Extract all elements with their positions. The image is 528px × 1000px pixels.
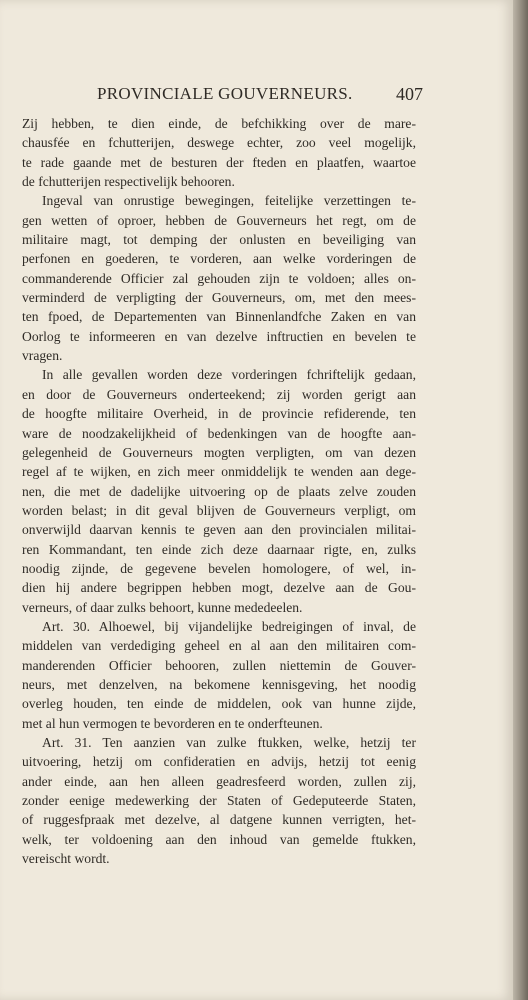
text-line: zonder eenige medewerking der Staten of Gedeputeerde Staten, bbox=[22, 793, 416, 809]
text-line: commanderende Officier zal gehouden zijn te voldoen; alles on- bbox=[22, 270, 416, 286]
text-line: Art. 31. Ten aanzien van zulke ftukken, welke, hetzij ter bbox=[42, 735, 416, 750]
page-edge bbox=[513, 0, 528, 1000]
text-line: chausfée en fchutterijen, deswege echter, zoo veel mogelijk, bbox=[22, 135, 416, 151]
text-line: onverwijld daarvan kennis te geven aan den provincialen militai- bbox=[22, 522, 416, 538]
text-line: In alle gevallen worden deze vorderingen fchriftelijk gedaan, bbox=[42, 367, 416, 383]
text-line: welk, ter voldoening aan den inhoud van gemelde ftukken, bbox=[22, 831, 416, 847]
text-line: ten fpoed, de Departementen van Binnenlandfche Zaken en van bbox=[22, 309, 416, 325]
text-line: vragen. bbox=[22, 348, 63, 364]
text-line: met al hun vermogen te bevorderen en te onderfteunen. bbox=[22, 715, 323, 731]
text-line: gelegenheid de Gouverneurs mogten verpligten, om van dezen bbox=[22, 444, 416, 460]
text-line: neurs, met denzelven, na bekomene kennisgeving, het noodig bbox=[22, 676, 416, 692]
text-line: manderenden Officier behooren, zullen niettemin de Gouver- bbox=[22, 657, 416, 673]
text-line: de hoogfte militaire Overheid, in de provincie refiderende, ten bbox=[22, 406, 416, 422]
text-line: vereischt wordt. bbox=[22, 851, 110, 867]
text-line: militaire magt, tot demping der onlusten en beveiliging van bbox=[22, 232, 416, 248]
text-line: noodig zijnde, de gegevene bevelen homologere, of wel, in- bbox=[22, 560, 416, 576]
running-head: PROVINCIALE GOUVERNEURS. bbox=[97, 84, 353, 103]
text-line: of ruggesfpraak met dezelve, al datgene kunnen verrigten, het- bbox=[22, 812, 416, 828]
text-line: verminderd de verpligting der Gouverneurs, om, met den mees- bbox=[22, 290, 416, 306]
text-line: Oorlog te informeeren en van dezelve inftructien en bevelen te bbox=[22, 328, 416, 344]
text-line: regel af te wijken, en zich meer onmiddelijk te wenden aan dege- bbox=[22, 464, 416, 480]
text-line: nen, die met de dadelijke uitvoering op de plaats zelve zouden bbox=[22, 483, 416, 499]
page-number: 407 bbox=[396, 84, 423, 104]
text-line: en door de Gouverneurs onderteekend; zij worden gerigt aan bbox=[22, 386, 416, 402]
text-line: perfonen en goederen, te vorderen, aan welke vorderingen de bbox=[22, 251, 416, 267]
text-line: ware de noodzakelijkheid of bedenkingen van de hoogfte aan- bbox=[22, 425, 416, 441]
text-line: Art. 30. Alhoewel, bij vijandelijke bedreigingen of inval, de bbox=[42, 618, 416, 634]
text-line: Zij hebben, te dien einde, de befchikking over de mare- bbox=[22, 116, 416, 131]
text-line: worden belast; in dit geval blijven de Gouverneurs verpligt, om bbox=[22, 502, 416, 518]
text-line: ander einde, aan hen alleen geadresfeerd worden, zullen zij, bbox=[22, 773, 416, 789]
text-line: te rade gaande met de besturen der fteden en plaatfen, waartoe bbox=[22, 154, 416, 170]
text-line: uitvoering, hetzij om confideratien en advijs, hetzij tot eenig bbox=[22, 754, 416, 770]
text-line: overleg houden, ten einde de middelen, ook van hunne zijde, bbox=[22, 696, 416, 712]
text-line: Ingeval van onrustige bewegingen, feitelijke verzettingen te- bbox=[42, 193, 416, 209]
text-line: middelen van verdediging geheel en al aan den militairen com- bbox=[22, 638, 416, 654]
text-line: verneurs, of daar zulks behoort, kunne mededeelen. bbox=[22, 599, 303, 615]
text-line: gen wetten of oproer, hebben de Gouverneurs het regt, om de bbox=[22, 212, 416, 228]
text-line: ren Kommandant, ten einde zich deze daarnaar rigte, en, zulks bbox=[22, 541, 416, 557]
body-text bbox=[22, 114, 416, 868]
page-header bbox=[22, 84, 422, 108]
text-line: dien hij andere begrippen hebben mogt, dezelve aan de Gou- bbox=[22, 580, 416, 596]
text-line: de fchutterijen respectivelijk behooren. bbox=[22, 174, 235, 190]
